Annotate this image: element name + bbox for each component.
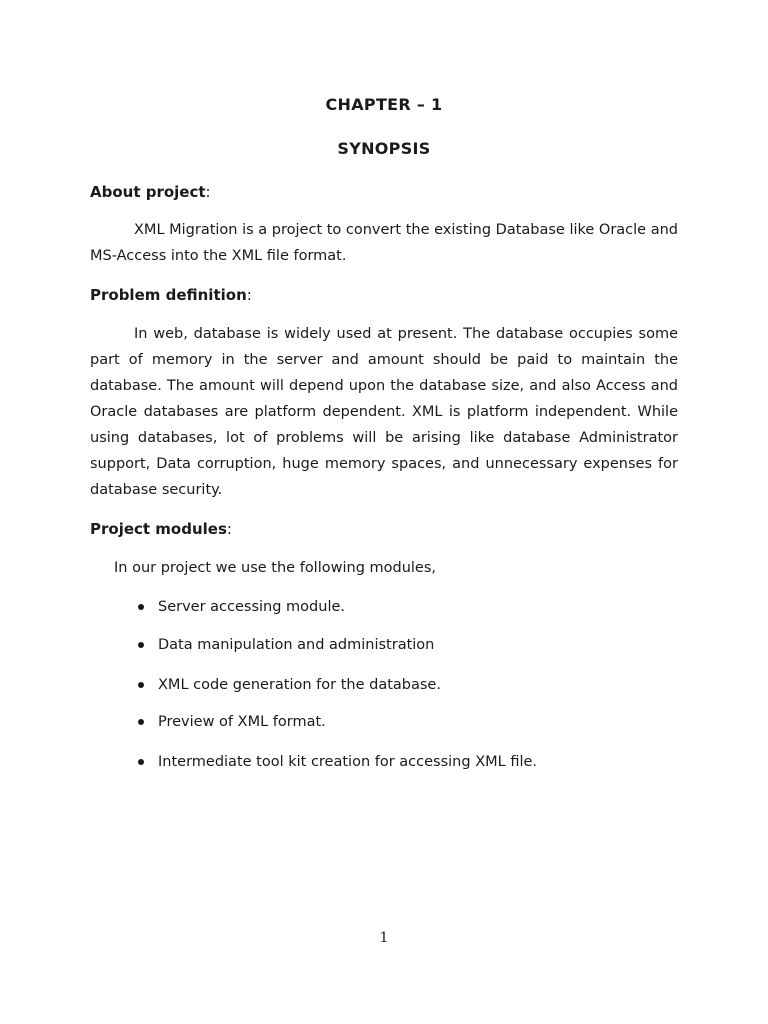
project-modules-heading-colon: : [226,520,232,538]
project-modules-heading [90,519,232,539]
list-item [158,675,441,695]
problem-definition-heading-label: Problem definition [90,286,247,304]
list-item-text: Preview of XML format. [158,714,326,730]
bullet-icon [138,682,144,688]
bullet-icon [138,759,144,765]
project-modules-heading-label: Project modules [90,520,227,538]
page-number: 1 [379,930,389,946]
list-item [158,712,326,732]
list-item [158,597,345,617]
list-item [158,752,537,772]
list-item-text: Data manipulation and administration [158,637,435,653]
about-project-heading-colon: : [205,183,211,201]
list-item-text: XML code generation for the database. [158,677,441,693]
chapter-number: CHAPTER – 1 [325,95,443,114]
list-item [158,635,434,655]
problem-definition-heading [90,285,252,305]
list-item-text: Server accessing module. [158,599,345,615]
about-project-heading [90,182,211,202]
problem-definition-heading-colon: : [246,286,252,304]
project-modules-intro: In our project we use the following modules, [114,560,437,576]
bullet-icon [138,719,144,725]
about-project-heading-label: About project [90,183,206,201]
about-project-paragraph: XML Migration is a project to convert the existing Database like Oracle and MS-Access into the XML file format. [90,222,678,264]
bullet-icon [138,642,144,648]
chapter-title: SYNOPSIS [337,139,431,158]
document-page [90,0,678,1024]
bullet-icon [138,604,144,610]
problem-definition-paragraph: In web, database is widely used at present. The database occupies some part of memory in the server and amount should be paid to maintain the database. The amount will depend upon the database size, and also Access and Oracle databases are platform dependent. XML is platform independent. While using databases, lot of problems will be arising like database Administrator support, Data corruption, huge memory spaces, and unnecessary expenses for database security. [90,326,678,498]
list-item-text: Intermediate tool kit creation for accessing XML file. [158,754,538,770]
